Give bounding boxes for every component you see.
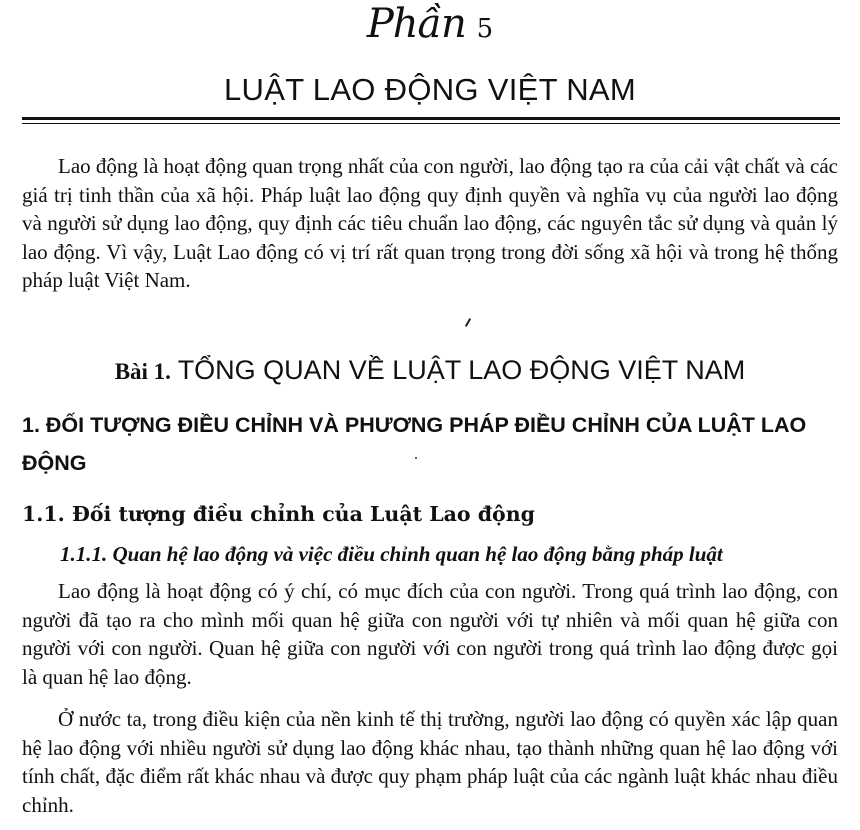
part-script-label: Phần xyxy=(366,1,466,47)
section-heading-1-1-1: 1.1.1. Quan hệ lao động và việc điều chỉnh quan hệ lao động bằng pháp luật xyxy=(60,542,723,566)
stray-dot xyxy=(415,457,417,459)
intro-paragraph: Lao động là hoạt động quan trọng nhất của con người, lao động tạo ra của cải vật chất và các giá trị tinh thần của xã hội. Pháp luật lao động quy định quyền và nghĩa vụ của người lao động và người sử dụng lao động, quy định các tiêu chuẩn lao động, các nguyên tắc sử dụng và quản lý lao động. Vì vậy, Luật Lao động có vị trí rất quan trọng trong đời sống xã hội và trong hệ thống pháp luật Việt Nam. xyxy=(22,154,838,292)
title-rule-thick xyxy=(22,117,840,120)
page-title: LUẬT LAO ĐỘNG VIỆT NAM xyxy=(224,72,636,107)
section-heading-1: 1. ĐỐI TƯỢNG ĐIỀU CHỈNH VÀ PHƯƠNG PHÁP ĐIỀU CHỈNH CỦA LUẬT LAO ĐỘNG xyxy=(22,413,807,475)
lesson-heading xyxy=(0,350,860,392)
section-heading-1-1: 1.1. Đối tượng điều chỉnh của Luật Lao động xyxy=(22,502,535,526)
part-number: 5 xyxy=(476,14,494,44)
title-rule-thin xyxy=(22,123,840,124)
stray-mark xyxy=(465,318,471,327)
body-paragraph: Ở nước ta, trong điều kiện của nền kinh tế thị trường, người lao động có quyền xác lập quan hệ lao động với nhiều người sử dụng lao động khác nhau, tạo thành những quan hệ lao động với tính chất, đặc điểm rất khác nhau và được quy phạm pháp luật của các ngành luật khác nhau điều chỉnh. xyxy=(22,707,838,817)
part-label xyxy=(0,2,860,51)
lesson-title: TỔNG QUAN VỀ LUẬT LAO ĐỘNG VIỆT NAM xyxy=(177,355,746,385)
body-paragraph: Lao động là hoạt động có ý chí, có mục đích của con người. Trong quá trình lao động, con người đã tạo ra cho mình mối quan hệ giữa con người với tự nhiên và mối quan hệ giữa con người với con người. Quan hệ giữa con người với con người trong quá trình lao động được gọi là quan hệ lao động. xyxy=(22,579,838,689)
lesson-label: Bài 1. xyxy=(114,359,171,384)
